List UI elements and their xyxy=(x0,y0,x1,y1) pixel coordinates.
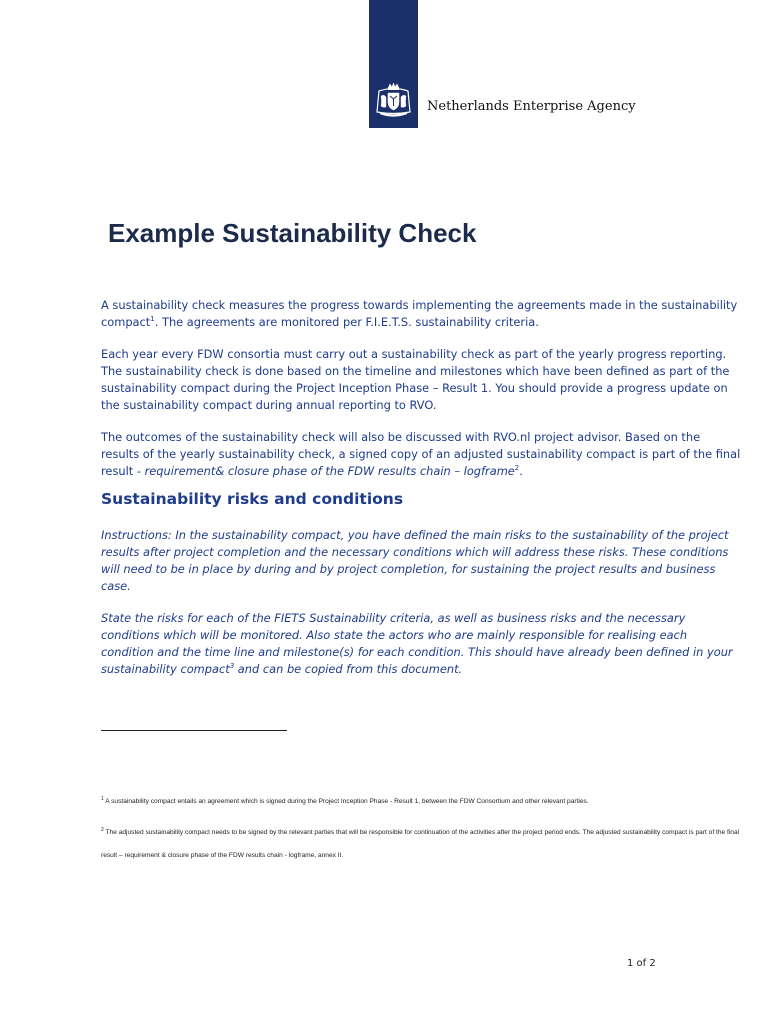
intro-text: . The agreements are monitored per F.I.E.T.S. sustainability criteria. xyxy=(154,315,539,329)
intro-paragraph-3 xyxy=(101,429,741,480)
footnote-2 xyxy=(101,821,741,867)
state-text: and can be copied from this document. xyxy=(234,662,463,676)
footnote-number: 1 xyxy=(101,795,104,802)
footnote-text: The adjusted sustainability compact needs to be signed by the relevant parties that will be responsible for continuation of the activities after the project period ends. The adjusted sustainability compact is part of the final result – requirement & closure phase of the FDW results chain - logframe, annex II. xyxy=(101,829,740,859)
coat-of-arms-icon xyxy=(373,82,414,118)
intro-text: . xyxy=(519,464,523,478)
intro-paragraph-1 xyxy=(101,297,741,331)
footnote-1 xyxy=(101,790,741,813)
intro-text: A sustainability check measures the progress towards implementing the agreements made in the sustainability compact xyxy=(101,298,738,329)
footnote-ref-2[interactable]: 2 xyxy=(514,464,520,473)
intro-paragraph-2: Each year every FDW consortia must carry out a sustainability check as part of the yearly progress reporting. The sustainability check is done based on the timeline and milestones which have been defined as part of the sustainability compact during the Project Inception Phase – Result 1. You should provide a progress update on the sustainability compact during annual reporting to RVO. xyxy=(101,347,730,412)
footnote-ref-3[interactable]: 3 xyxy=(229,662,235,671)
logo-bar xyxy=(369,0,418,128)
footnote-number: 2 xyxy=(101,826,104,833)
footnote-divider xyxy=(101,730,287,731)
instructions-paragraph: Instructions: In the sustainability compact, you have defined the main risks to the sustainability of the project results after project completion and the necessary conditions which will address these risks. These conditions will need to be in place by during and by project completion, for sustaining the project results and business case. xyxy=(101,528,729,593)
state-text: State the risks for each of the FIETS Sustainability criteria, as well as business risks and the necessary conditions which will be monitored. Also state the actors who are mainly responsible for realising each condition and the time line and milestone(s) for each condition. This should have already been defined in your sustainability compact xyxy=(101,611,733,676)
intro-text: The outcomes of the sustainability check will also be discussed with RVO.nl project advisor. Based on the results of the yearly sustainability check, a signed copy of an adjusted sustainability compact is part of the final result - xyxy=(101,430,741,478)
page-number: 1 of 2 xyxy=(627,958,656,969)
agency-name: Netherlands Enterprise Agency xyxy=(427,99,636,114)
page-title: Example Sustainability Check xyxy=(108,218,477,248)
footnote-ref-1[interactable]: 1 xyxy=(150,315,155,324)
section-heading: Sustainability risks and conditions xyxy=(101,490,404,508)
footnote-text: A sustainability compact entails an agreement which is signed during the Project Inception Phase - Result 1, between the FDW Consortium and other relevant parties. xyxy=(103,798,589,805)
state-risks-paragraph xyxy=(101,610,741,678)
logframe-reference: requirement& closure phase of the FDW results chain – logframe xyxy=(144,464,515,478)
